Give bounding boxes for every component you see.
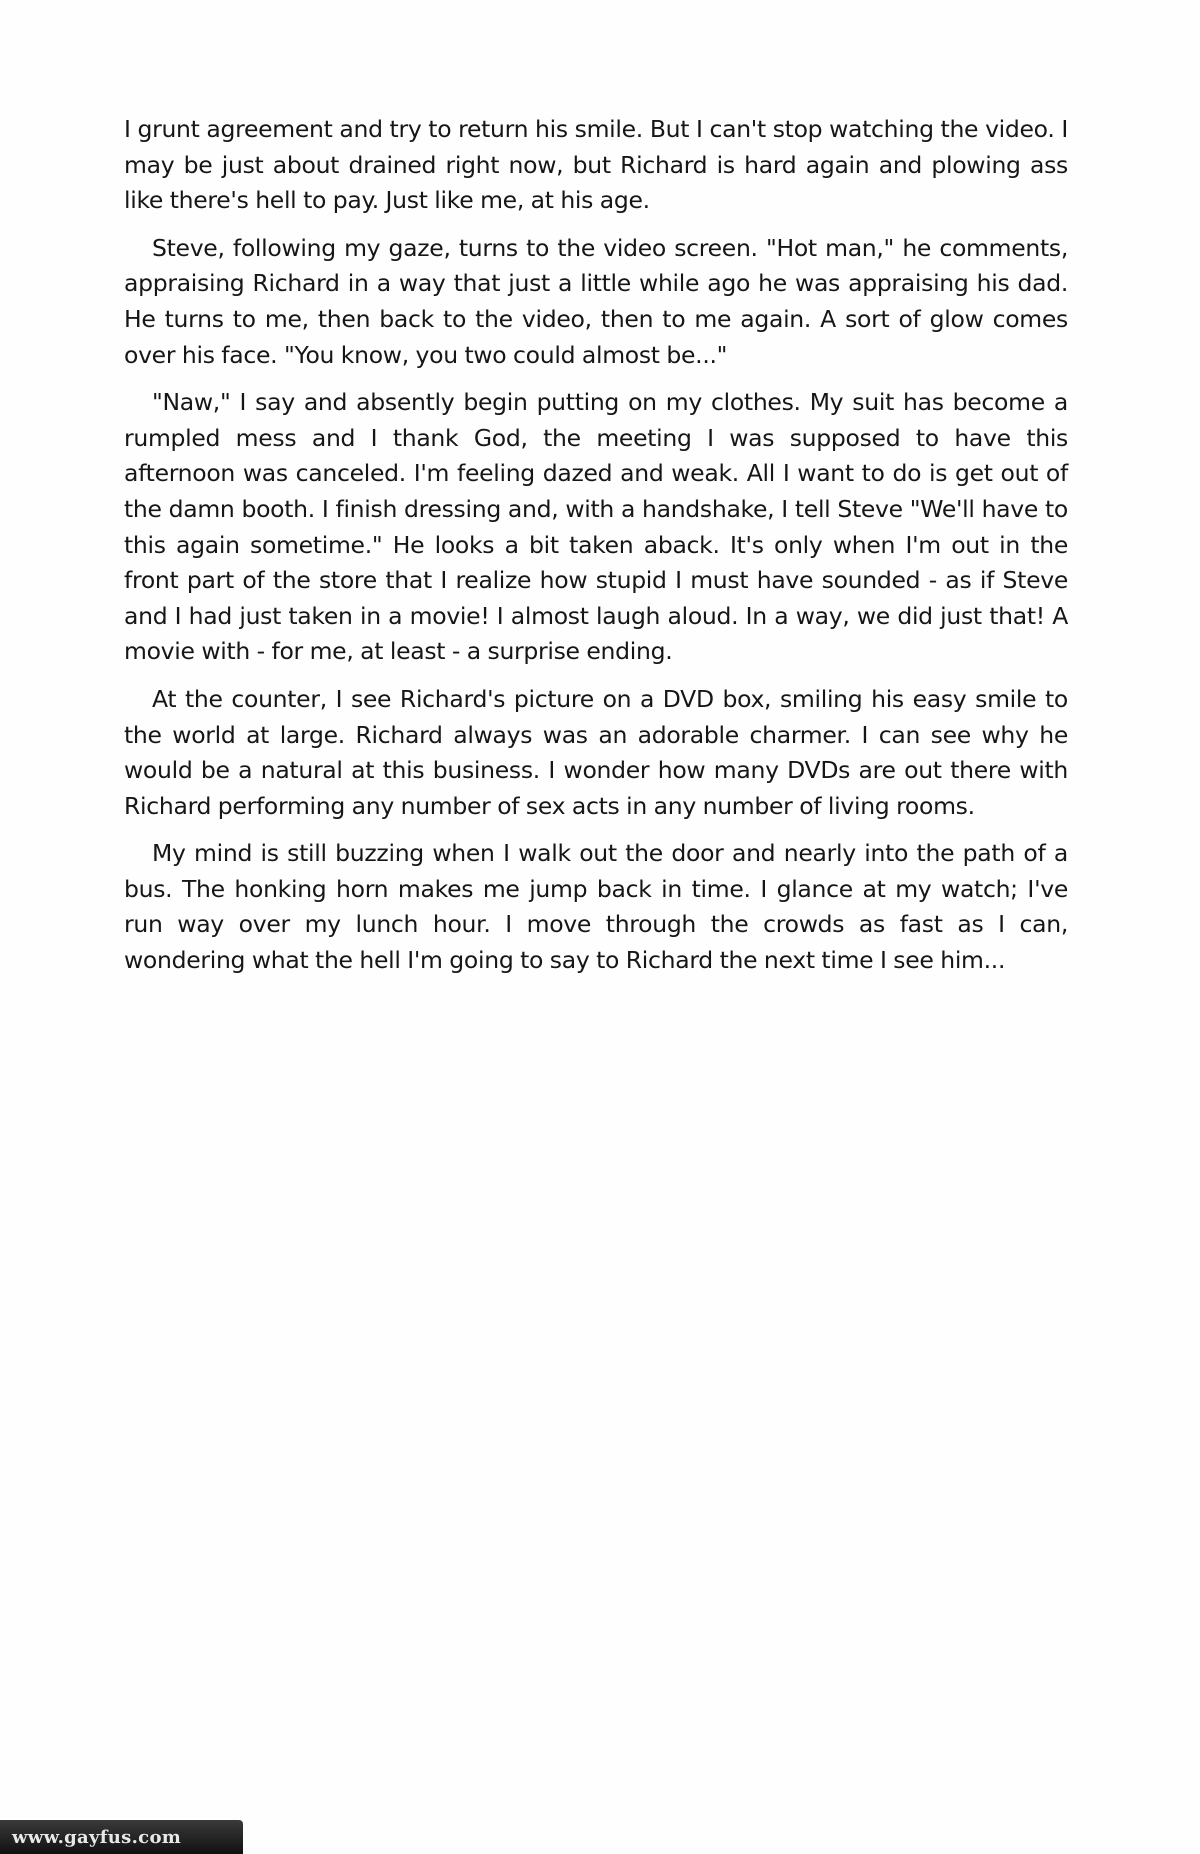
paragraph-1: I grunt agreement and try to return his smile. But I can't stop watching the video. I may be just about drained right now, but Richard is hard again and plowing ass like there's hell to pay. Just like me, at his age. — [124, 115, 1068, 215]
paragraph-2: Steve, following my gaze, turns to the video screen. "Hot man," he comments, appraising Richard in a way that just a little while ago he was appraising his dad. He turns to me, then back to the video, then to me again. A sort of glow comes over his face. "You know, you two could almost be..." — [124, 233, 1068, 369]
site-watermark — [0, 1820, 243, 1854]
story-text — [124, 112, 1068, 991]
watermark-text: www.gayfus.com — [12, 1826, 182, 1848]
paragraph-5: My mind is still buzzing when I walk out the door and nearly into the path of a bus. The honking horn makes me jump back in time. I glance at my watch; I've run way over my lunch hour. I move through the crowds as fast as I can, wondering what the hell I'm going to say to Richard the next time I see him... — [124, 839, 1068, 975]
paragraph-4: At the counter, I see Richard's picture on a DVD box, smiling his easy smile to the world at large. Richard always was an adorable charmer. I can see why he would be a natural at this business. I wonder how many DVDs are out there with Richard performing any number of sex acts in any number of living rooms. — [124, 684, 1068, 820]
paragraph-3: "Naw," I say and absently begin putting on my clothes. My suit has become a rumpled mess and I thank God, the meeting I was supposed to have this afternoon was canceled. I'm feeling dazed and weak. All I want to do is get out of the damn booth. I finish dressing and, with a handshake, I tell Steve "We'll have to this again sometime." He looks a bit taken aback. It's only when I'm out in the front part of the store that I realize how stupid I must have sounded - as if Steve and I had just taken in a movie! I almost laugh aloud. In a way, we did just that! A movie with - for me, at least - a surprise ending. — [124, 388, 1068, 666]
